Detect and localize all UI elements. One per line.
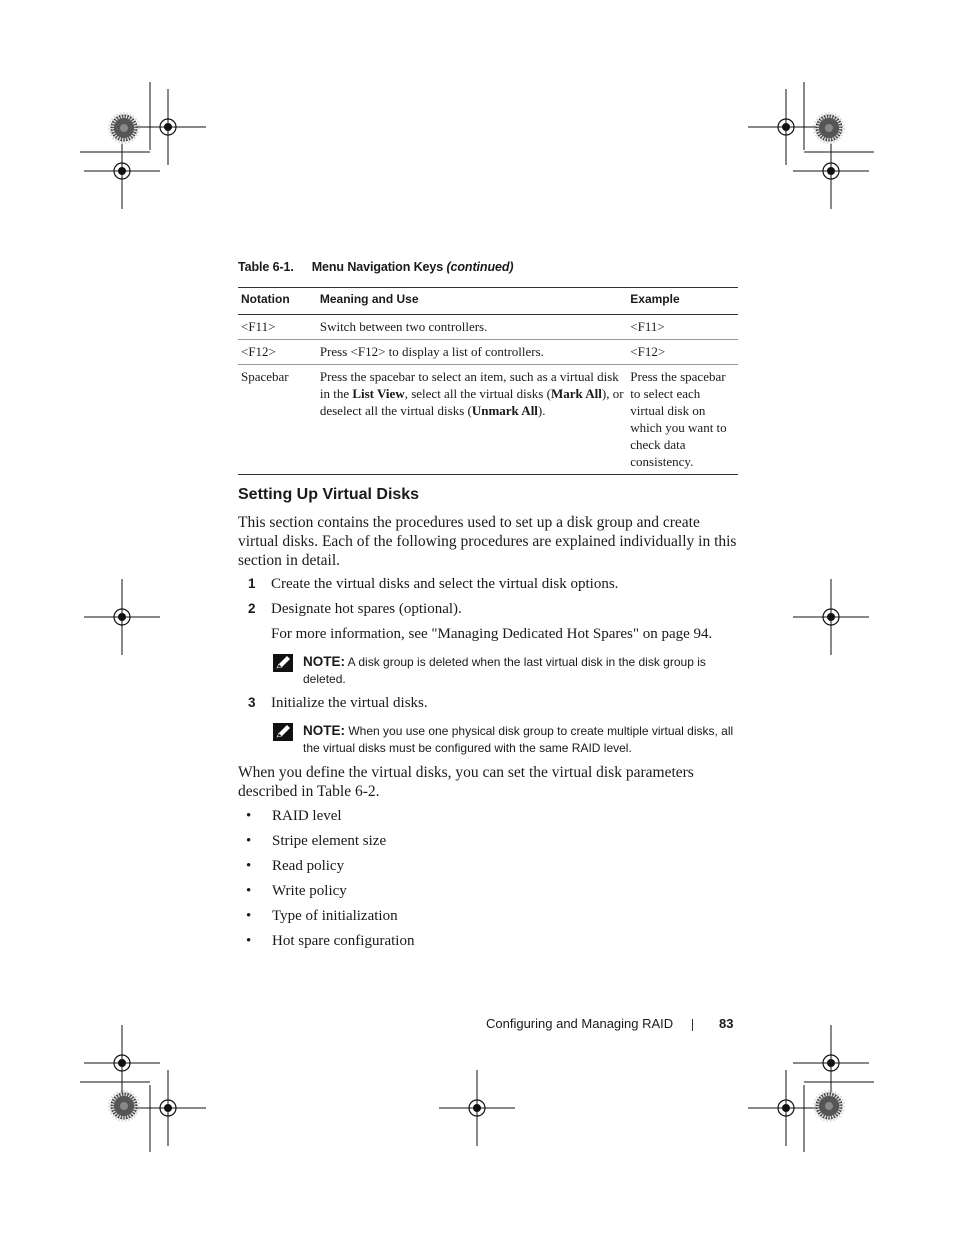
table-caption-number: Table 6-1. xyxy=(238,260,294,274)
crosshair-mark-icon xyxy=(130,89,206,165)
crosshair-mark-icon xyxy=(130,1070,206,1146)
star-target-icon xyxy=(816,115,842,141)
list-item: • RAID level xyxy=(238,804,414,829)
crosshair-mark-icon xyxy=(793,579,869,655)
table-row xyxy=(238,340,738,365)
crosshair-mark-icon xyxy=(84,133,160,209)
table-header-row xyxy=(238,288,738,315)
list-item: • Read policy xyxy=(238,854,414,879)
cell-example: Press the spacebar to select each virtual disk on which you want to check data consistency. xyxy=(627,365,738,475)
cell-meaning: Press <F12> to display a list of controllers. xyxy=(317,340,627,365)
section-heading: Setting Up Virtual Disks xyxy=(238,486,420,503)
meaning-text: Press the spacebar to select an item, such as a virtual disk in the xyxy=(319,369,619,401)
note-label: NOTE: xyxy=(303,723,345,738)
page-number: 83 xyxy=(719,1016,734,1031)
cell-meaning: Switch between two controllers. xyxy=(317,315,627,340)
meaning-text: , select all the virtual disks ( xyxy=(404,386,551,401)
column-header-meaning: Meaning and Use xyxy=(317,288,627,315)
note-text: A disk group is deleted when the last virtual disk in the disk group is deleted. xyxy=(303,655,706,686)
crosshair-mark-icon xyxy=(748,1070,824,1146)
crosshair-mark-icon xyxy=(84,1025,160,1101)
note-pencil-icon xyxy=(272,653,294,673)
unmark-all-term: Unmark All xyxy=(471,403,538,418)
step-number: 2 xyxy=(248,601,256,616)
cell-notation: Spacebar xyxy=(238,365,317,475)
cell-example: <F12> xyxy=(627,340,738,365)
column-header-notation: Notation xyxy=(238,288,317,315)
step-text: Designate hot spares (optional). xyxy=(271,601,462,617)
cell-notation: <F11> xyxy=(238,315,317,340)
footer-chapter-title: Configuring and Managing RAID xyxy=(486,1016,674,1031)
list-view-term: List View xyxy=(352,386,405,401)
meaning-text: ). xyxy=(537,403,546,418)
meaning-text: ), or deselect all the virtual disks ( xyxy=(319,386,624,418)
parameters-intro: When you define the virtual disks, you can set the virtual disk parameters described in Table 6-2. xyxy=(238,764,694,800)
table-caption xyxy=(238,260,513,274)
mark-all-term: Mark All xyxy=(550,386,602,401)
page-footer xyxy=(486,1016,734,1031)
star-target-icon xyxy=(816,1093,842,1119)
column-header-example: Example xyxy=(627,288,738,315)
cell-notation: <F12> xyxy=(238,340,317,365)
crosshair-mark-icon xyxy=(84,579,160,655)
star-target-icon xyxy=(111,115,137,141)
cell-meaning xyxy=(317,365,627,475)
cell-example: <F11> xyxy=(627,315,738,340)
note-text: When you use one physical disk group to create multiple virtual disks, all the virtual disks must be configured with the same RAID level. xyxy=(303,724,734,755)
table-row xyxy=(238,315,738,340)
step-number: 3 xyxy=(248,695,256,710)
table-caption-suffix: (continued) xyxy=(446,260,514,274)
step-text: Create the virtual disks and select the virtual disk options. xyxy=(271,576,619,592)
step-text: Initialize the virtual disks. xyxy=(271,695,428,711)
note-box xyxy=(272,653,742,688)
parameter-list xyxy=(238,804,414,954)
step-number: 1 xyxy=(248,576,256,591)
footer-separator xyxy=(692,1019,693,1031)
list-item: • Write policy xyxy=(238,879,414,904)
list-item: • Type of initialization xyxy=(238,904,414,929)
note-box xyxy=(272,722,742,757)
list-item: • Stripe element size xyxy=(238,829,414,854)
note-pencil-icon xyxy=(272,722,294,742)
crosshair-mark-icon xyxy=(748,89,824,165)
intro-paragraph: This section contains the procedures used to set up a disk group and create virtual disks. Each of the following procedures are explained individually in this section in detail. xyxy=(238,514,737,569)
note-label: NOTE: xyxy=(303,654,345,669)
more-info-text: For more information, see "Managing Dedicated Hot Spares" on page 94. xyxy=(271,626,713,642)
table-row xyxy=(238,365,738,475)
star-target-icon xyxy=(111,1093,137,1119)
crosshair-mark-icon xyxy=(439,1070,515,1146)
list-item: • Hot spare configuration xyxy=(238,929,414,954)
table-caption-title: Menu Navigation Keys xyxy=(311,260,444,274)
menu-navigation-keys-table xyxy=(238,287,738,475)
